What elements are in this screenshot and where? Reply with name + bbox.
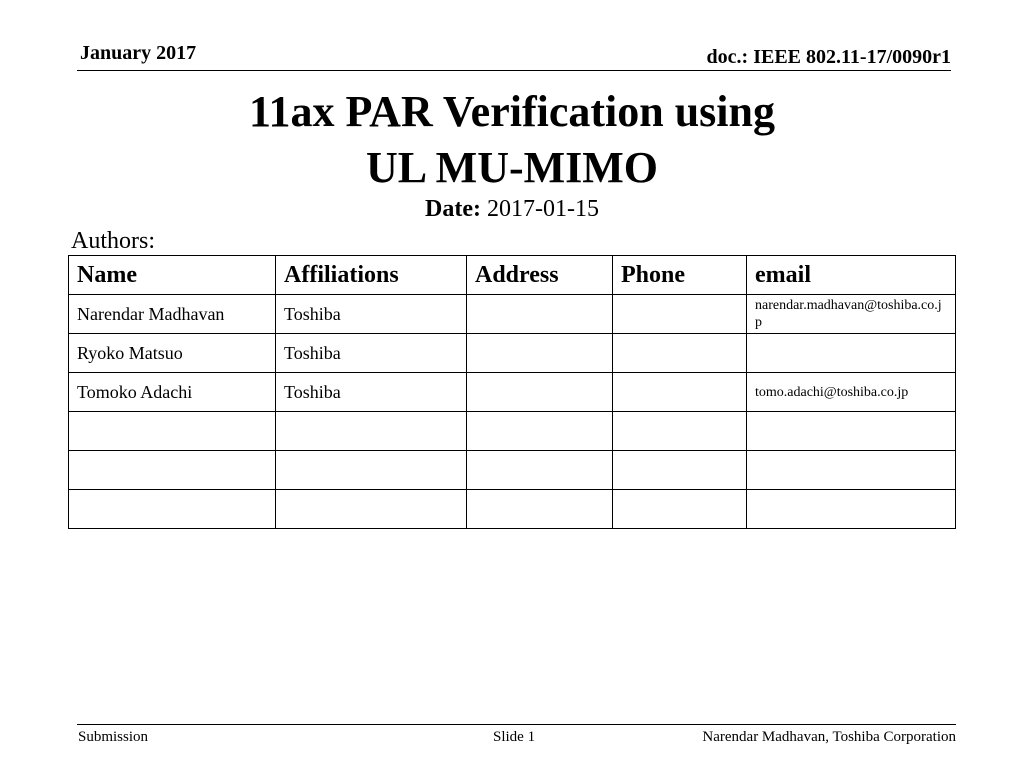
cell-name: Narendar Madhavan (69, 295, 276, 334)
cell-affiliation (276, 490, 467, 529)
cell-phone (613, 295, 747, 334)
cell-affiliation: Toshiba (276, 373, 467, 412)
column-header-email: email (747, 256, 956, 295)
table-row (69, 295, 956, 334)
date-value: 2017-01-15 (486, 196, 599, 222)
cell-phone (613, 373, 747, 412)
table-row (69, 334, 956, 373)
cell-phone (613, 334, 747, 373)
column-header-address: Address (467, 256, 613, 295)
column-header-name: Name (69, 256, 276, 295)
table-header-row (69, 256, 956, 295)
header-date: January 2017 (80, 42, 197, 64)
cell-affiliation (276, 412, 467, 451)
cell-email (747, 334, 956, 373)
cell-affiliation: Toshiba (276, 334, 467, 373)
authors-label: Authors: (71, 228, 155, 254)
cell-address (467, 334, 613, 373)
cell-affiliation: Toshiba (276, 295, 467, 334)
cell-address (467, 490, 613, 529)
cell-email (747, 451, 956, 490)
date-line (0, 196, 1024, 223)
cell-address (467, 451, 613, 490)
cell-address (467, 373, 613, 412)
slide-title (0, 84, 1024, 196)
cell-address (467, 295, 613, 334)
cell-name (69, 412, 276, 451)
cell-email: narendar.madhavan@toshiba.co.jp (747, 295, 956, 334)
cell-affiliation (276, 451, 467, 490)
table-row (69, 412, 956, 451)
column-header-phone: Phone (613, 256, 747, 295)
cell-name (69, 490, 276, 529)
footer-author: Narendar Madhavan, Toshiba Corporation (702, 729, 956, 745)
cell-name: Ryoko Matsuo (69, 334, 276, 373)
cell-email (747, 412, 956, 451)
cell-email: tomo.adachi@toshiba.co.jp (747, 373, 956, 412)
cell-name (69, 451, 276, 490)
cell-email (747, 490, 956, 529)
slide-title-line-2: UL MU-MIMO (365, 143, 659, 192)
table-row (69, 490, 956, 529)
footer-slide-number: Slide 1 (493, 729, 536, 745)
column-header-affiliations: Affiliations (276, 256, 467, 295)
slide-title-line-1: 11ax PAR Verification using (248, 87, 775, 136)
cell-address (467, 412, 613, 451)
header-doc-id: doc.: IEEE 802.11-17/0090r1 (706, 46, 951, 68)
header-divider (77, 70, 951, 71)
footer-divider (77, 724, 956, 725)
table-row (69, 373, 956, 412)
footer-submission: Submission (78, 729, 149, 745)
cell-phone (613, 490, 747, 529)
table-row (69, 451, 956, 490)
cell-phone (613, 412, 747, 451)
cell-phone (613, 451, 747, 490)
cell-name: Tomoko Adachi (69, 373, 276, 412)
authors-table (68, 255, 956, 529)
date-label: Date: (425, 196, 481, 222)
